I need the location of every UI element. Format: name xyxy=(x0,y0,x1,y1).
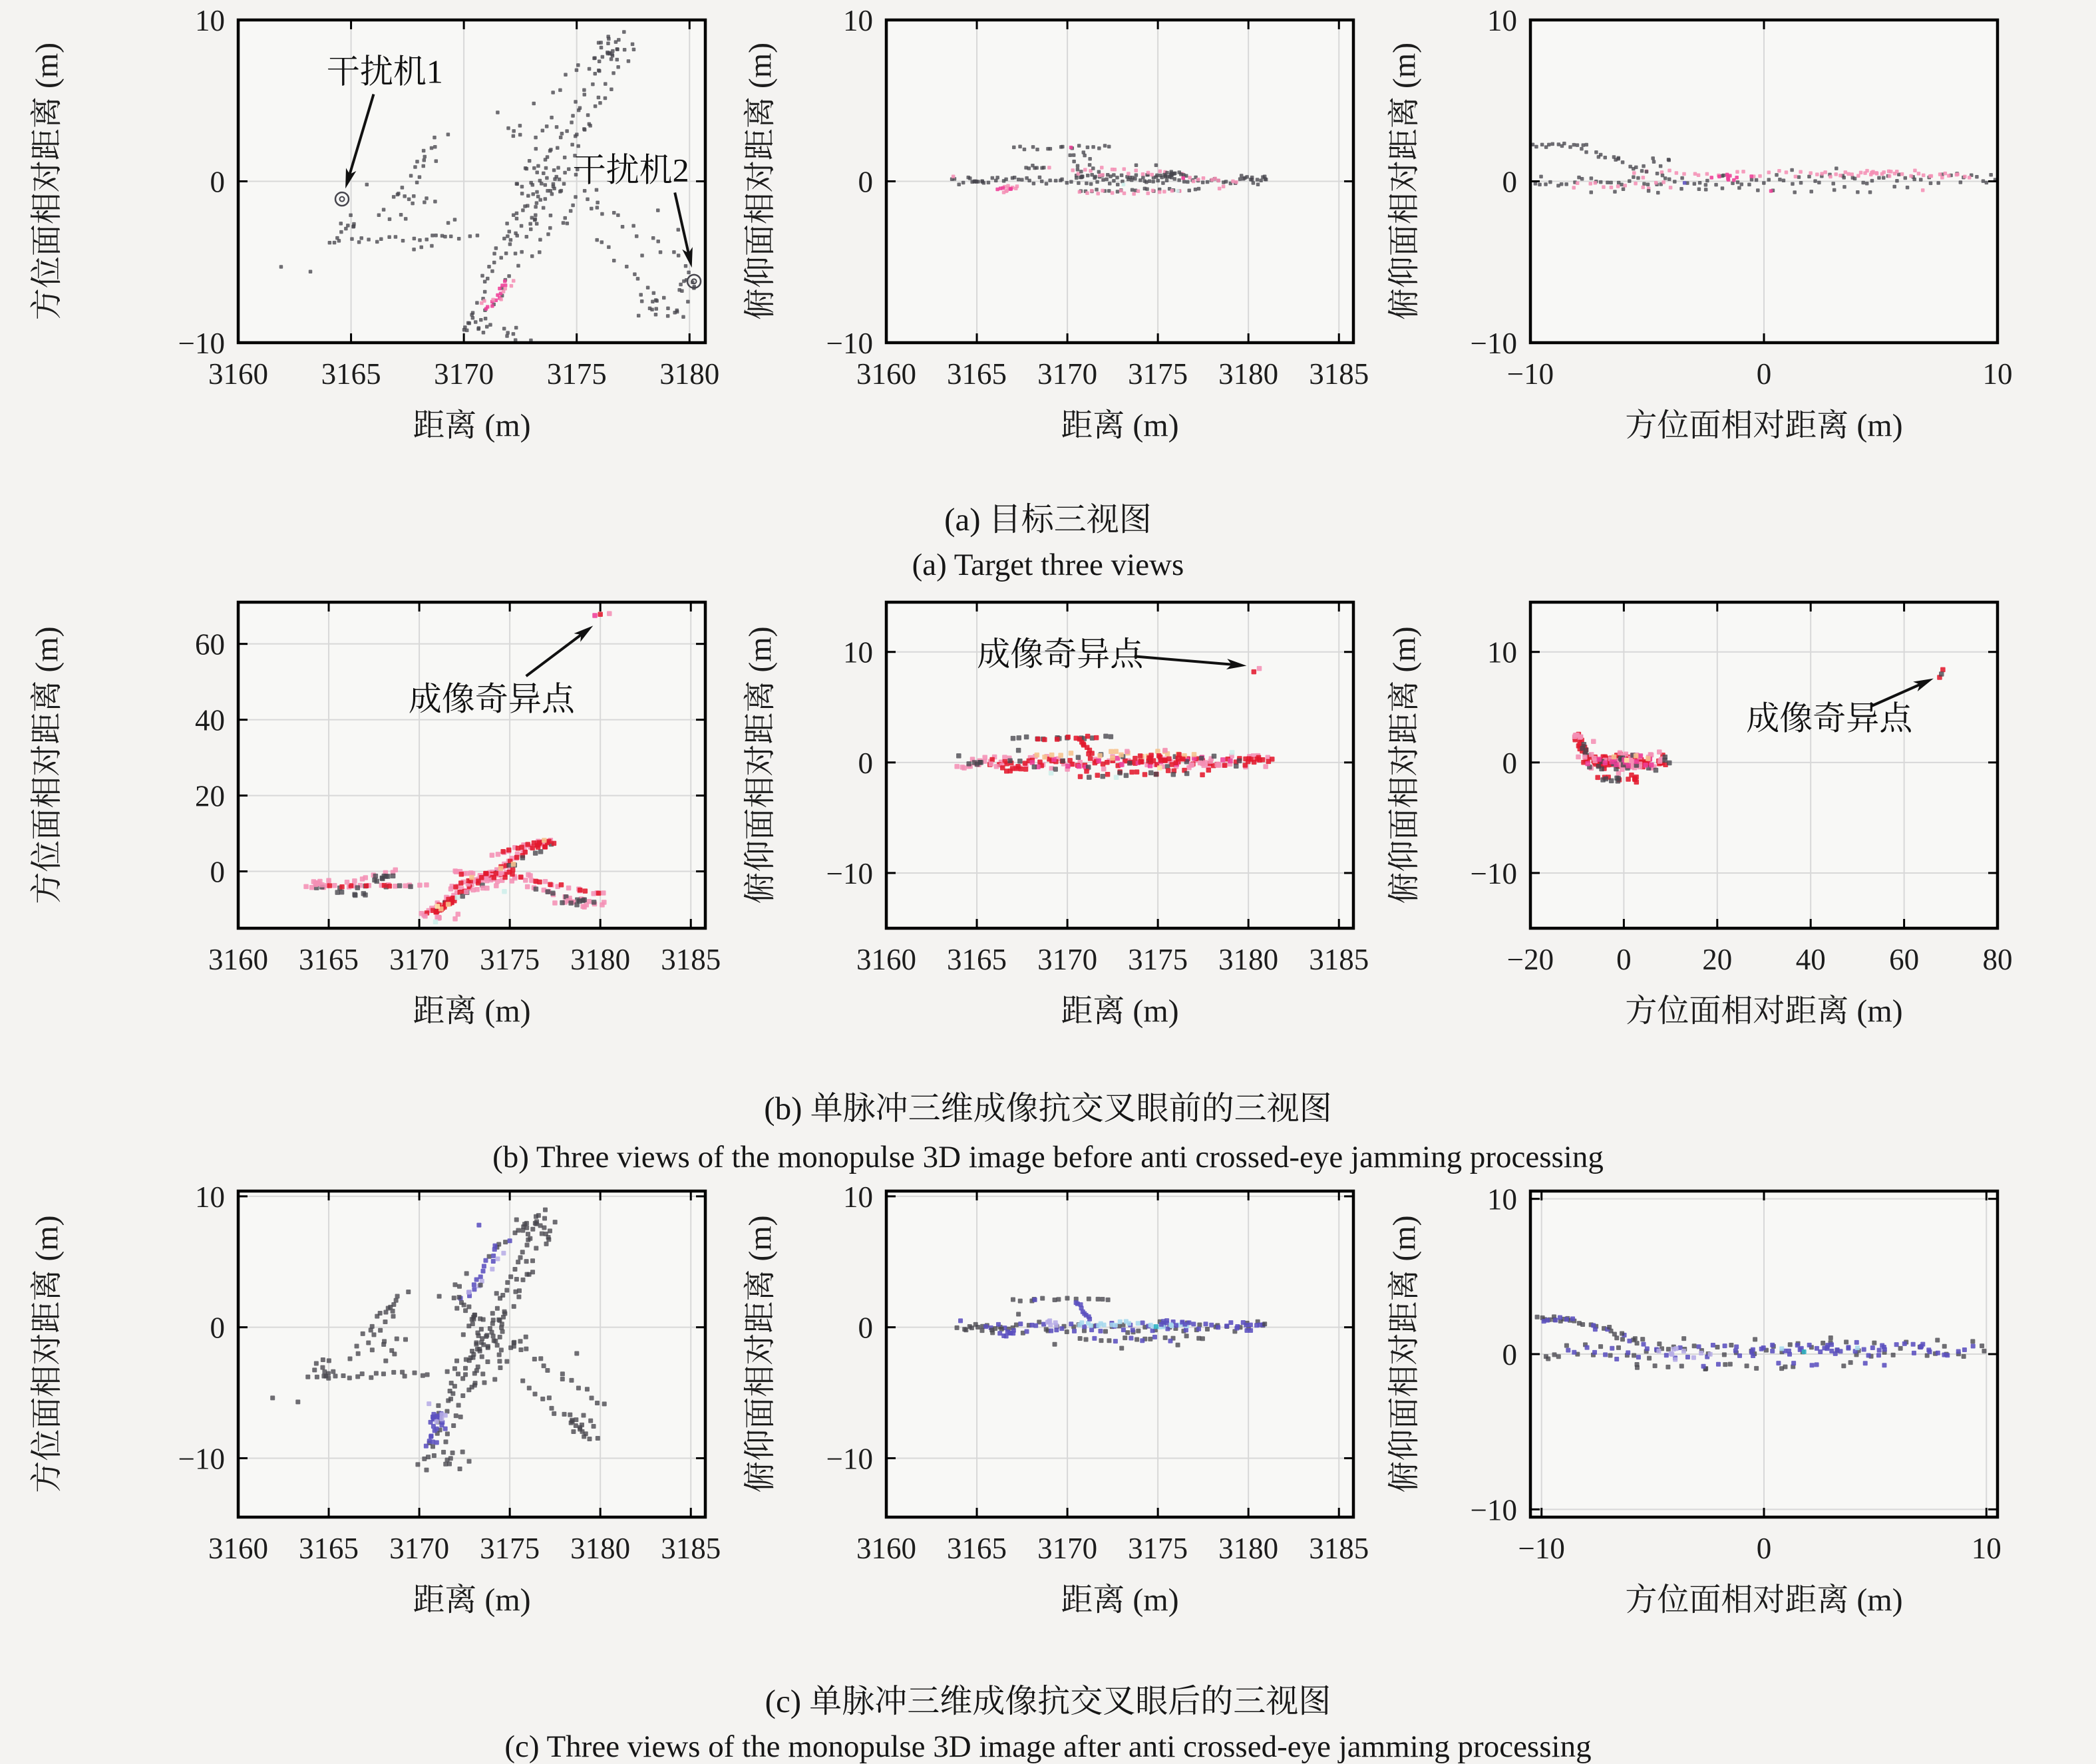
x-axis-label: 距离 (m) xyxy=(1061,1582,1179,1618)
caption-a-en: (a) Target three views xyxy=(912,548,1184,582)
x-axis-label: 方位面相对距离 (m) xyxy=(1625,993,1903,1029)
y-tick-label: 10 xyxy=(843,635,873,669)
y-tick-label: 0 xyxy=(1502,746,1517,780)
x-tick-label: 3175 xyxy=(546,357,607,391)
x-axis-label: 距离 (m) xyxy=(413,408,531,443)
x-tick-label: 3170 xyxy=(389,1532,450,1565)
x-tick-label: 3185 xyxy=(1309,357,1369,391)
y-tick-label: 0 xyxy=(858,1311,873,1345)
annotation-label: 成像奇异点 xyxy=(977,635,1144,673)
y-tick-label: 0 xyxy=(210,855,225,889)
y-tick-label: 40 xyxy=(195,703,225,737)
x-tick-label: 3185 xyxy=(1309,1532,1369,1565)
y-tick-label: −10 xyxy=(826,1442,873,1476)
x-tick-label: 3160 xyxy=(208,943,268,976)
x-tick-label: 3165 xyxy=(321,357,381,391)
x-tick-label: 3175 xyxy=(1128,1532,1188,1565)
x-tick-label: 3160 xyxy=(208,357,268,391)
subplot-c-azimuth-elevation xyxy=(1387,1183,2002,1618)
caption-b-zh: (b) 单脉冲三维成像抗交叉眼前的三视图 xyxy=(764,1090,1332,1127)
subplot-b-range-elevation xyxy=(743,602,1369,1029)
y-axis-label: 俯仰面相对距离 (m) xyxy=(743,626,778,904)
x-tick-label: 3165 xyxy=(947,357,1007,391)
x-axis-label: 距离 (m) xyxy=(1061,993,1179,1029)
annotation-label: 成像奇异点 xyxy=(408,680,575,718)
subplot-a-azimuth-elevation xyxy=(1387,4,2013,443)
y-tick-label: 10 xyxy=(1487,4,1517,37)
subplot-b-azimuth-elevation xyxy=(1387,602,2013,1029)
x-axis-label: 距离 (m) xyxy=(413,993,531,1029)
x-tick-label: 0 xyxy=(1756,1532,1772,1565)
annotation-label: 成像奇异点 xyxy=(1746,699,1913,737)
x-tick-label: 3180 xyxy=(1218,943,1279,976)
x-tick-label: 80 xyxy=(1982,943,2013,976)
y-tick-label: 10 xyxy=(195,4,225,37)
x-tick-label: −10 xyxy=(1506,357,1554,391)
y-axis-label: 方位面相对距离 (m) xyxy=(29,42,65,321)
subplot-c-range-azimuth xyxy=(29,1180,721,1618)
x-tick-label: 3175 xyxy=(480,1532,540,1565)
y-tick-label: 0 xyxy=(1502,165,1517,199)
y-axis-label: 俯仰面相对距离 (m) xyxy=(1387,626,1422,904)
x-tick-label: 3160 xyxy=(856,1532,916,1565)
y-tick-label: 10 xyxy=(195,1180,225,1214)
x-tick-label: 3180 xyxy=(1218,357,1279,391)
y-tick-label: 10 xyxy=(843,4,873,37)
x-axis-label: 距离 (m) xyxy=(413,1582,531,1618)
caption-c-zh: (c) 单脉冲三维成像抗交叉眼后的三视图 xyxy=(765,1683,1331,1719)
x-tick-label: 3185 xyxy=(1309,943,1369,976)
x-axis-label: 方位面相对距离 (m) xyxy=(1625,408,1903,443)
subplot-c-range-elevation xyxy=(743,1180,1369,1618)
y-axis-label: 俯仰面相对距离 (m) xyxy=(743,1215,778,1493)
caption-a-zh: (a) 目标三视图 xyxy=(944,501,1152,538)
x-tick-label: 3160 xyxy=(208,1532,268,1565)
y-tick-label: 20 xyxy=(195,779,225,813)
subplot-a-range-azimuth xyxy=(29,4,719,443)
x-tick-label: 3160 xyxy=(856,943,916,976)
x-tick-label: 3175 xyxy=(1128,357,1188,391)
x-tick-label: 40 xyxy=(1795,943,1826,976)
y-tick-label: 0 xyxy=(1502,1338,1517,1371)
caption-b-en: (b) Three views of the monopulse 3D image before anti crossed-eye jamming processing xyxy=(492,1140,1604,1174)
x-axis-label: 距离 (m) xyxy=(1061,408,1179,443)
x-tick-label: 3165 xyxy=(299,943,359,976)
y-tick-label: −10 xyxy=(1470,856,1517,890)
x-tick-label: 3180 xyxy=(1218,1532,1279,1565)
x-tick-label: 3175 xyxy=(480,943,540,976)
x-tick-label: 3175 xyxy=(1128,943,1188,976)
x-tick-label: 3180 xyxy=(659,357,720,391)
x-tick-label: 3170 xyxy=(434,357,494,391)
annotation-label: 干扰机2 xyxy=(572,151,689,189)
y-axis-label: 俯仰面相对距离 (m) xyxy=(1387,42,1422,321)
y-tick-label: 10 xyxy=(1487,635,1517,669)
y-tick-label: 0 xyxy=(858,746,873,780)
x-tick-label: 0 xyxy=(1616,943,1632,976)
y-tick-label: 60 xyxy=(195,627,225,661)
y-tick-label: −10 xyxy=(826,856,873,890)
x-tick-label: 3180 xyxy=(570,1532,631,1565)
y-tick-label: 10 xyxy=(843,1180,873,1214)
y-tick-label: −10 xyxy=(178,1442,225,1476)
subplot-a-range-elevation xyxy=(743,4,1369,443)
y-tick-label: 0 xyxy=(210,165,225,199)
y-tick-label: 0 xyxy=(858,165,873,199)
x-tick-label: 10 xyxy=(1982,357,2013,391)
x-tick-label: 60 xyxy=(1889,943,1920,976)
x-tick-label: 20 xyxy=(1702,943,1733,976)
caption-c-en: (c) Three views of the monopulse 3D image after anti crossed-eye jamming processing xyxy=(504,1729,1592,1764)
x-tick-label: 3185 xyxy=(661,943,721,976)
y-axis-label: 俯仰面相对距离 (m) xyxy=(743,42,778,321)
x-axis-label: 方位面相对距离 (m) xyxy=(1625,1582,1903,1618)
x-tick-label: 10 xyxy=(1971,1532,2002,1565)
subplot-b-range-azimuth xyxy=(29,602,721,1029)
y-tick-label: 0 xyxy=(210,1311,225,1345)
y-tick-label: 10 xyxy=(1487,1182,1517,1216)
y-tick-label: −10 xyxy=(178,327,225,360)
x-tick-label: 3160 xyxy=(856,357,916,391)
x-tick-label: −10 xyxy=(1518,1532,1565,1565)
x-tick-label: 3165 xyxy=(947,943,1007,976)
x-tick-label: 3165 xyxy=(947,1532,1007,1565)
annotation-label: 干扰机1 xyxy=(326,53,443,90)
y-axis-label: 俯仰面相对距离 (m) xyxy=(1387,1215,1422,1493)
y-axis-label: 方位面相对距离 (m) xyxy=(29,1215,65,1493)
x-tick-label: 3180 xyxy=(570,943,631,976)
x-tick-label: 3170 xyxy=(1037,357,1098,391)
y-axis-label: 方位面相对距离 (m) xyxy=(29,626,65,904)
x-tick-label: 3185 xyxy=(661,1532,721,1565)
y-tick-label: −10 xyxy=(826,327,873,360)
x-tick-label: 3170 xyxy=(389,943,450,976)
y-tick-label: −10 xyxy=(1470,1493,1517,1527)
x-tick-label: −20 xyxy=(1506,943,1554,976)
x-tick-label: 0 xyxy=(1756,357,1772,391)
y-tick-label: −10 xyxy=(1470,327,1517,360)
x-tick-label: 3165 xyxy=(299,1532,359,1565)
x-tick-label: 3170 xyxy=(1037,943,1098,976)
plot-area xyxy=(886,1191,1353,1517)
x-tick-label: 3170 xyxy=(1037,1532,1098,1565)
